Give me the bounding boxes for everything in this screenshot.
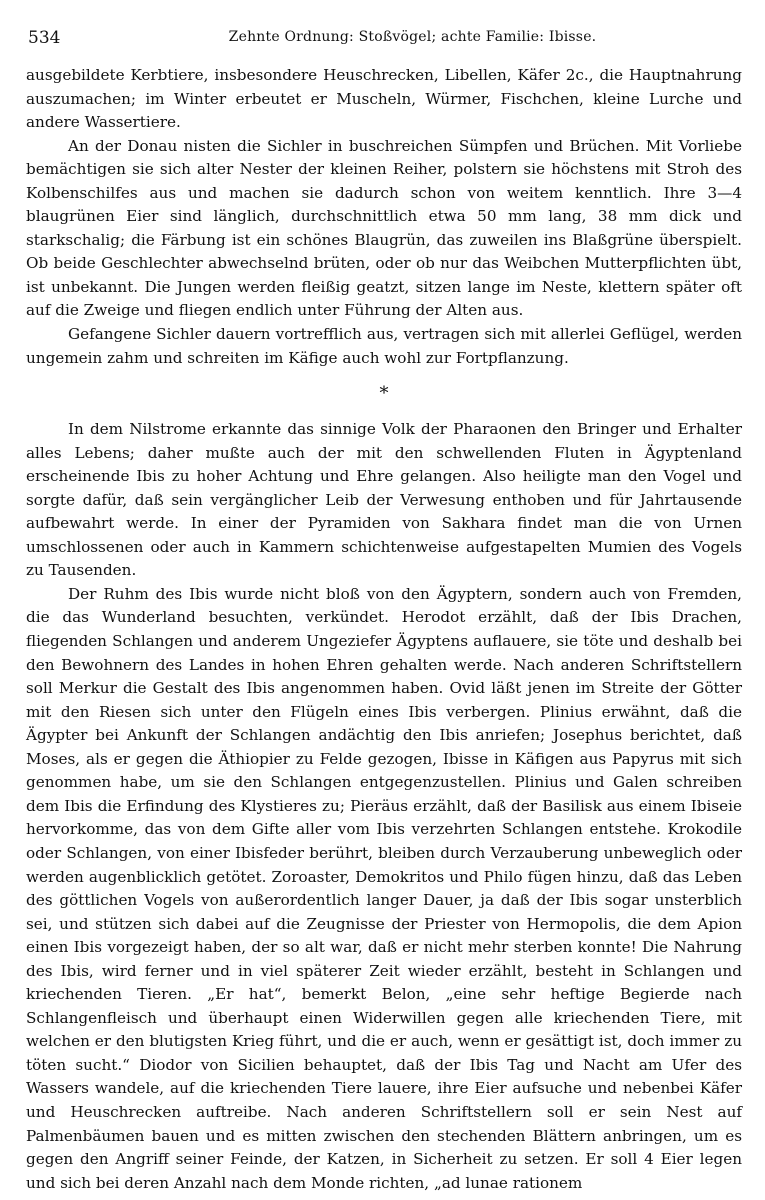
paragraph: In dem Nilstrome erkannte das sinnige Volk der Pharaonen den Bringer und Erhalter alles Lebens; daher mußte auch der mit den schwellenden Fluten in Ägyptenland erscheinende Ibis zu hoher Achtung und Ehre gelangen. Also heiligte man den Vogel und sorgte dafür, daß sein vergänglicher Leib der Verwesung enthoben und für Jahrtausende aufbewahrt werde. In einer der Pyramiden von Sakhara findet man die von Urnen umschlossenen oder auch in Kammern schichtenweise aufgestapelten Mumien des Vogels zu Tausenden. <box>26 420 742 580</box>
body-text <box>26 64 742 1195</box>
paragraph: ausgebildete Kerbtiere, insbesondere Heuschrecken, Libellen, Käfer 2c., die Hauptnahrung auszumachen; im Winter erbeutet er Muscheln, Würmer, Fischchen, kleine Lurche und andere Wassertiere. <box>26 66 742 132</box>
paragraph: Gefangene Sichler dauern vortrefflich aus, vertragen sich mit allerlei Geflügel, werden ungemein zahm und schreiten im Käfige auch wohl zur Fortpflanzung. <box>26 325 742 367</box>
page-number: 534 <box>28 28 61 48</box>
paragraph: Der Ruhm des Ibis wurde nicht bloß von den Ägyptern, sondern auch von Fremden, die das Wunderland besuchten, verkündet. Herodot erzählt, daß der Ibis Drachen, fliegenden Schlangen und anderem Ungeziefer Ägyptens auflauere, sie töte und deshalb bei den Bewohnern des Landes in hohen Ehren gehalten werde. Nach anderen Schriftstellern soll Merkur die Gestalt des Ibis angenommen haben. Ovid läßt jenen im Streite der Götter mit den Riesen sich unter den Flügeln eines Ibis verbergen. Plinius erwähnt, daß die Ägypter bei Ankunft der Schlangen andächtig den Ibis anriefen; Josephus berichtet, daß Moses, als er gegen die Äthiopier zu Felde gezogen, Ibisse in Käfigen aus Papyrus mit sich genommen habe, um sie den Schlangen entgegenzustellen. Plinius und Galen schreiben dem Ibis die Erfindung des Klystieres zu; Pieräus erzählt, daß der Basilisk aus einem Ibiseie hervorkomme, das von dem Gifte aller vom Ibis verzehrten Schlangen entstehe. Krokodile oder Schlangen, von einer Ibisfeder berührt, bleiben durch Verzauberung unbeweglich oder werden augenblicklich getötet. Zoroaster, Demokritos und Philo fügen hinzu, daß das Leben des göttlichen Vogels von außerordentlich langer Dauer, ja daß der Ibis sogar unsterblich sei, und stützen sich dabei auf die Zeugnisse der Priester von Hermopolis, die dem Apion einen Ibis vorgezeigt haben, der so alt war, daß er nicht mehr sterben konnte! Die Nahrung des Ibis, wird ferner und in viel späterer Zeit wieder erzählt, besteht in Schlangen und kriechenden Tieren. „Er hat“, bemerkt Belon, „eine sehr heftige Begierde nach Schlangenfleisch und überhaupt einen Widerwillen gegen alle kriechenden Tiere, mit welchen er den blutigsten Krieg führt, und die er auch, wenn er gesättigt ist, doch immer zu töten sucht.“ Diodor von Sicilien behauptet, daß der Ibis Tag und Nacht am Ufer des Wassers wandele, auf die kriechenden Tiere lauere, ihre Eier aufsuche und nebenbei Käfer und Heuschrecken auftreibe. Nach anderen Schriftstellern soll er sein Nest auf Palmenbäumen bauen und es mitten zwischen den stechenden Blättern anbringen, um es gegen den Angriff seiner Feinde, der Katzen, in Sicherheit zu setzen. Er soll 4 Eier legen und sich bei deren Anzahl nach dem Monde richten, „ad lunae rationem <box>26 584 742 1192</box>
running-head: Zehnte Ordnung: Stoßvögel; achte Familie: Ibisse. <box>228 29 597 45</box>
page-header <box>22 28 743 52</box>
section-separator: * <box>379 383 389 405</box>
paragraph: An der Donau nisten die Sichler in buschreichen Sümpfen und Brüchen. Mit Vorliebe bemächtigen sie sich alter Nester der kleinen Reiher, polstern sie höchstens mit Stroh des Kolbenschilfes aus und machen sie dadurch schon von weitem kenntlich. Ihre 3—4 blaugrünen Eier sind länglich, durchschnittlich etwa 50 mm lang, 38 mm dick und starkschalig; die Färbung ist ein schönes Blaugrün, das zuweilen ins Blaßgrüne überspielt. Ob beide Geschlechter abwechselnd brüten, oder ob nur das Weibchen Mutterpflichten übt, ist unbekannt. Die Jungen werden fleißig geatzt, sitzen lange im Neste, klettern später oft auf die Zweige und fliegen endlich unter Führung der Alten aus. <box>26 136 742 320</box>
